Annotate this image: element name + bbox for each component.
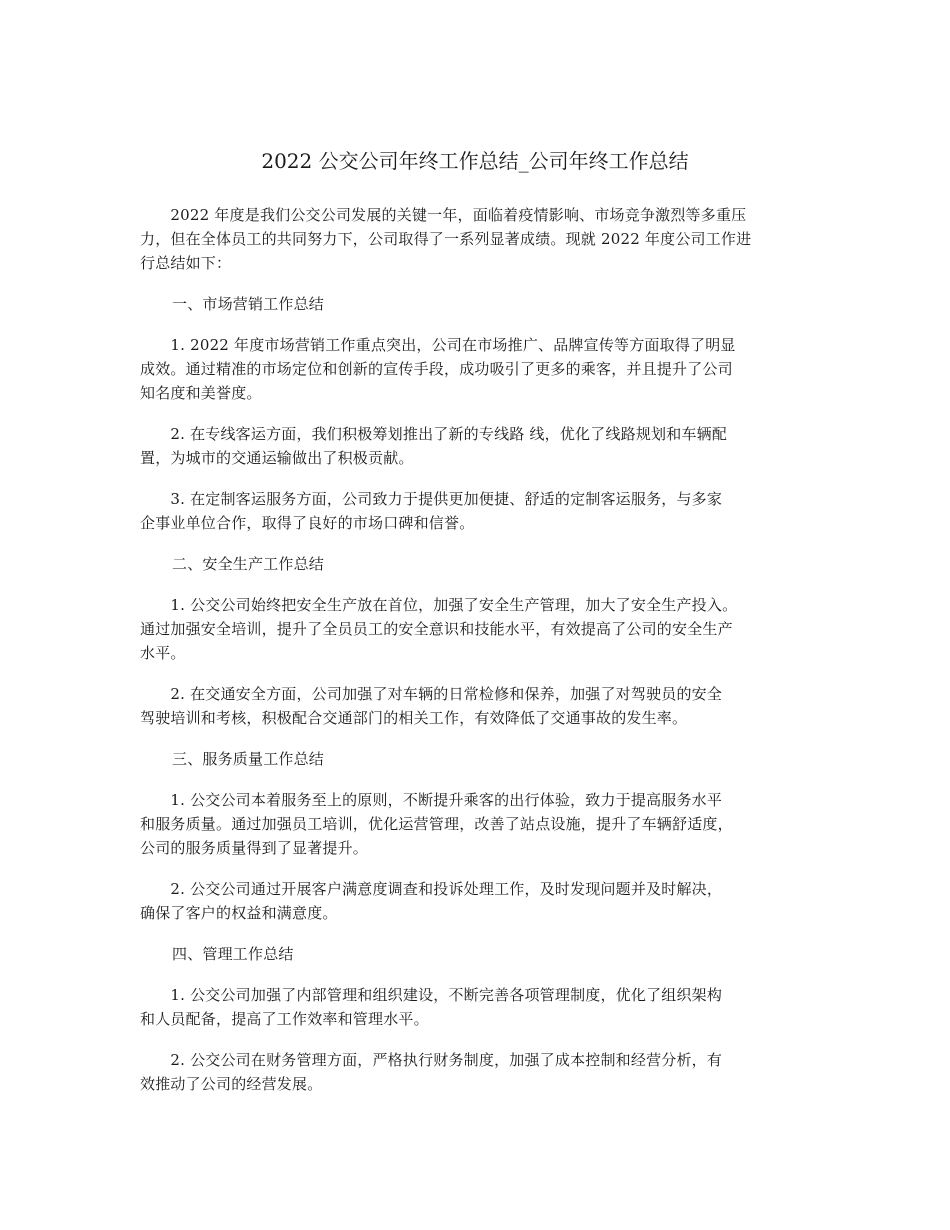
section-heading-service xyxy=(140,747,830,771)
document-title: 2022 公交公司年终工作总结_公司年终工作总结 xyxy=(261,149,689,173)
paragraph xyxy=(140,788,830,860)
text-line: 确保了客户的权益和满意度。 xyxy=(140,904,338,922)
text-line: 1. 公交公司始终把安全生产放在首位，加强了安全生产管理，加大了安全生产投入。 xyxy=(140,596,738,614)
text-line: 1. 2022 年度市场营销工作重点突出，公司在市场推广、品牌宣传等方面取得了明显 xyxy=(140,336,736,354)
document-body xyxy=(140,203,830,1113)
section-heading: 四、管理工作总结 xyxy=(172,945,294,963)
text-line: 水平。 xyxy=(140,644,186,662)
text-line: 驾驶培训和考核，积极配合交通部门的相关工作，有效降低了交通事故的发生率。 xyxy=(140,709,688,727)
section-heading: 一、市场营销工作总结 xyxy=(172,295,325,313)
paragraph xyxy=(140,422,830,470)
paragraph xyxy=(140,983,830,1031)
text-line: 2. 公交公司通过开展客户满意度调查和投诉处理工作，及时发现问题并及时解决， xyxy=(140,880,723,898)
paragraph xyxy=(140,593,830,665)
paragraph xyxy=(140,877,830,925)
paragraph xyxy=(140,487,830,535)
paragraph xyxy=(140,333,830,405)
text-line: 2. 在专线客运方面，我们积极筹划推出了新的专线路 线，优化了线路规划和车辆配 xyxy=(140,425,728,443)
section-heading: 二、安全生产工作总结 xyxy=(172,555,325,573)
text-line: 行总结如下： xyxy=(140,254,232,272)
text-line: 企事业单位合作，取得了良好的市场口碑和信誉。 xyxy=(140,514,475,532)
text-line: 力，但在全体员工的共同努力下，公司取得了一系列显著成绩。现就 2022 年度公司工作进 xyxy=(140,230,752,248)
section-heading-safety xyxy=(140,552,830,576)
text-line: 成效。通过精准的市场定位和创新的宣传手段，成功吸引了更多的乘客，并且提升了公司 xyxy=(140,360,733,378)
text-line: 和人员配备，提高了工作效率和管理水平。 xyxy=(140,1010,429,1028)
text-line: 效推动了公司的经营发展。 xyxy=(140,1075,323,1093)
section-heading-management xyxy=(140,942,830,966)
text-line: 2. 在交通安全方面，公司加强了对车辆的日常检修和保养，加强了对驾驶员的安全 xyxy=(140,685,723,703)
text-line: 3. 在定制客运服务方面，公司致力于提供更加便捷、舒适的定制客运服务，与多家 xyxy=(140,490,723,508)
text-line: 和服务质量。通过加强员工培训，优化运营管理，改善了站点设施，提升了车辆舒适度， xyxy=(140,815,733,833)
text-line: 公司的服务质量得到了显著提升。 xyxy=(140,839,369,857)
intro-paragraph xyxy=(140,203,830,275)
text-line: 2. 公交公司在财务管理方面，严格执行财务制度，加强了成本控制和经营分析，有 xyxy=(140,1051,723,1069)
paragraph xyxy=(140,1048,830,1096)
section-heading-marketing xyxy=(140,292,830,316)
text-line: 知名度和美誉度。 xyxy=(140,384,262,402)
text-line: 2022 年度是我们公交公司发展的关键一年，面临着疫情影响、市场竞争激烈等多重压 xyxy=(140,206,747,224)
text-line: 1. 公交公司本着服务至上的原则，不断提升乘客的出行体验，致力于提高服务水平 xyxy=(140,791,723,809)
section-heading: 三、服务质量工作总结 xyxy=(172,750,325,768)
text-line: 置，为城市的交通运输做出了积极贡献。 xyxy=(140,449,414,467)
text-line: 通过加强安全培训，提升了全员员工的安全意识和技能水平，有效提高了公司的安全生产 xyxy=(140,620,733,638)
paragraph xyxy=(140,682,830,730)
text-line: 1. 公交公司加强了内部管理和组织建设，不断完善各项管理制度，优化了组织架构 xyxy=(140,986,723,1004)
